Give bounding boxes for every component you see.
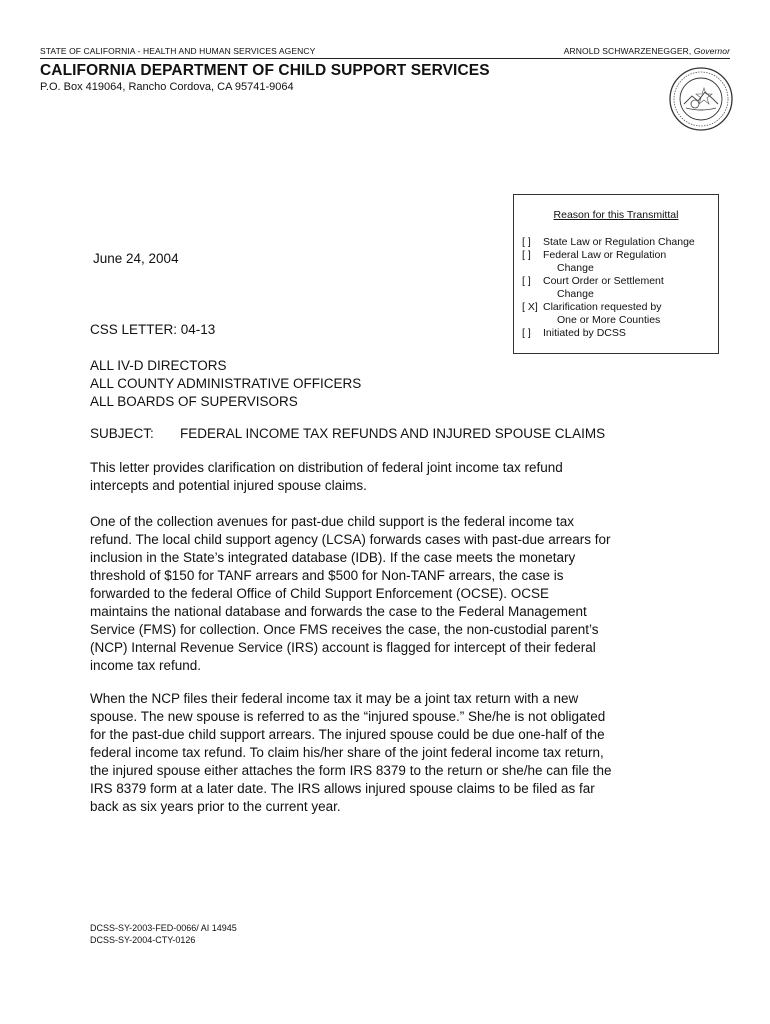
paragraph-line: for the past-due child support arrears. The injured spouse could be due one-half of the — [90, 727, 605, 742]
paragraph-line: threshold of $150 for TANF arrears and $500 for Non-TANF arrears, the case is — [90, 568, 564, 583]
paragraph-collection — [90, 513, 690, 675]
reference-line: DCSS-SY-2003-FED-0066/ AI 14945 — [90, 923, 237, 933]
governor-title: Governor — [693, 46, 730, 56]
transmittal-item — [522, 327, 713, 340]
header-rule — [40, 58, 730, 59]
paragraph-line: Service (FMS) for collection. Once FMS receives the case, the non-custodial parent’s — [90, 622, 599, 637]
document-reference-footer — [90, 922, 237, 946]
transmittal-item — [522, 275, 713, 301]
transmittal-list — [522, 236, 713, 340]
paragraph-line: maintains the national database and forwards the case to the Federal Management — [90, 604, 587, 619]
transmittal-item-continuation: Change — [557, 288, 594, 300]
paragraph-line: This letter provides clarification on distribution of federal joint income tax refund — [90, 460, 563, 475]
recipient-line: ALL BOARDS OF SUPERVISORS — [90, 394, 298, 409]
paragraph-line: One of the collection avenues for past-due child support is the federal income tax — [90, 514, 575, 529]
department-address: P.O. Box 419064, Rancho Cordova, CA 95741-9064 — [40, 81, 294, 93]
transmittal-title: Reason for this Transmittal — [553, 209, 679, 221]
subject-label: SUBJECT: — [90, 426, 154, 441]
paragraph-injured-spouse — [90, 690, 690, 816]
transmittal-item-label: State Law or Regulation Change — [543, 236, 695, 248]
transmittal-item-label: Court Order or Settlement — [543, 275, 664, 287]
transmittal-item-label: Initiated by DCSS — [543, 327, 626, 339]
transmittal-item-continuation: One or More Counties — [557, 314, 661, 326]
transmittal-item-label: Federal Law or Regulation — [543, 249, 667, 261]
transmittal-item-label: Clarification requested by — [543, 301, 662, 313]
checkbox-mark: [ ] — [522, 249, 531, 261]
subject-line — [90, 426, 605, 441]
governor-line — [564, 46, 730, 56]
state-seal-icon — [668, 66, 734, 132]
paragraph-line: forwarded to the federal Office of Child Support Enforcement (OCSE). OCSE — [90, 586, 549, 601]
paragraph-line: spouse. The new spouse is referred to as the “injured spouse.” She/he is not obligated — [90, 709, 606, 724]
transmittal-item — [522, 249, 713, 275]
department-name: CALIFORNIA DEPARTMENT OF CHILD SUPPORT SERVICES — [40, 62, 490, 79]
recipient-line: ALL IV-D DIRECTORS — [90, 358, 227, 373]
recipients — [90, 357, 361, 411]
paragraph-line: When the NCP files their federal income tax it may be a joint tax return with a new — [90, 691, 579, 706]
css-letter-number: CSS LETTER: 04-13 — [90, 322, 216, 337]
checkbox-mark: [ ] — [522, 275, 531, 287]
checkbox-mark: [ X] — [522, 301, 538, 313]
recipient-line: ALL COUNTY ADMINISTRATIVE OFFICERS — [90, 376, 362, 391]
paragraph-line: intercepts and potential injured spouse claims. — [90, 478, 367, 493]
paragraph-line: income tax refund. — [90, 658, 202, 673]
paragraph-line: the injured spouse either attaches the form IRS 8379 to the return or she/he can file the — [90, 763, 612, 778]
transmittal-item-continuation: Change — [557, 262, 594, 274]
transmittal-box — [513, 194, 719, 354]
paragraph-line: IRS 8379 form at a later date. The IRS allows injured spouse claims to be filed as far — [90, 781, 595, 796]
paragraph-line: federal income tax refund. To claim his/her share of the joint federal income tax return, — [90, 745, 604, 760]
reference-line: DCSS-SY-2004-CTY-0126 — [90, 935, 196, 945]
governor-name: ARNOLD SCHWARZENEGGER, — [563, 46, 692, 56]
paragraph-line: back as six years prior to the current year. — [90, 799, 341, 814]
checkbox-mark: [ ] — [522, 236, 531, 248]
paragraph-line: inclusion in the State’s integrated database (IDB). If the case meets the monetary — [90, 550, 576, 565]
paragraph-line: refund. The local child support agency (LCSA) forwards cases with past-due arrears for — [90, 532, 611, 547]
agency-name: STATE OF CALIFORNIA - HEALTH AND HUMAN SERVICES AGENCY — [40, 46, 316, 56]
letter-date: June 24, 2004 — [93, 251, 179, 266]
paragraph-intro — [90, 459, 690, 495]
transmittal-item — [522, 301, 713, 327]
paragraph-line: (NCP) Internal Revenue Service (IRS) account is flagged for intercept of their federal — [90, 640, 596, 655]
checkbox-mark: [ ] — [522, 327, 531, 339]
transmittal-item — [522, 236, 713, 249]
subject-text: FEDERAL INCOME TAX REFUNDS AND INJURED SPOUSE CLAIMS — [180, 426, 606, 441]
